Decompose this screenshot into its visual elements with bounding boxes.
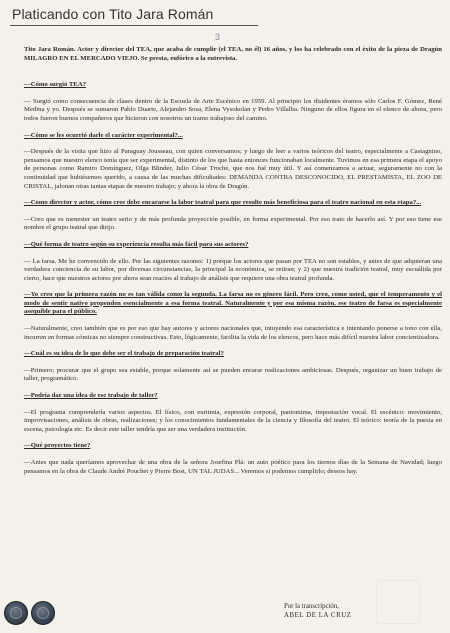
question-8: —Qué proyectos tiene? (24, 442, 91, 450)
archive-seal-icon (31, 601, 55, 625)
question-3: —Como director y actor, cómo cree debe encararse la labor teatral para que resulte más beneficiosa para el teatro nacional en esta etapa?... (24, 199, 422, 207)
title-underline (10, 25, 258, 26)
answer-3: —Creo que es menester un teatro serio y de más profunda proyección posible, en forma experimental. Por eso trato de hacerlo así. Y por eso tiene ese nombre el grupo teatral que dirijo. (24, 215, 442, 232)
answer-7: —El programa comprendería varios aspectos. El físico, con euritmia, expresión corporal, pantomima, impostación vocal. El escénico: movimiento, improvisaciones, análisis de obras, realizaciones; y los conocimientos fundamentales de la ciencia y filosofía del teatro. El teórico: teoría de la puesta en escena, psicología etc. Es decir este taller tendría que ser una verdadera institución. (24, 408, 442, 433)
faint-watermark (376, 580, 420, 624)
answer-5: —Naturalmente, creo también que es por eso que hay autores y actores nacionales que, intuyendo esa característica e intentando ponerse a tono con ella, incurren en formas cómicas no siempre constructivas. Esto, lógicamente, facilita la vida de los elencos, pero hace más difícil nuestra labor concientizadora. (24, 325, 442, 341)
answer-8: —Antes que nada queríamos aprovechar de una obra de la señora Josefina Plá: un auto poético para los tiernos días de la Semana de Navidad; luego pensamos en la obra de Claude André Pouchet y Pierre Bost, UN TAL JUDAS... Veremos si podemos cumplirlo; deseos hay. (24, 459, 442, 475)
question-2: —Cómo se les ocurrió darle el carácter experimental?... (24, 131, 183, 139)
question-5: —Yo creo que la primera razón no es tan válida como la segunda. La farsa no es género fácil. Pero creo, como usted, que el temperamento y el modo de sentir nativo propenden esencialmente a esa forma teatral. Naturalmente y por esa misma razón, ese teatro de farsa es especialmente asequible para el público. (24, 291, 442, 316)
answer-1: — Surgió como consecuencia de clases dentro de la Escuela de Arte Escénico en 1959. Al principio los disidentes éramos sólo Carlos F. Gómez, René Medina y yo. Después se sumaron Pablo Duarte, Alejandro Sosa, Elena Vysokolan y Pedro Villalba. Ninguno de ellos figura en el elenco de ahora, pero todos fueron buenos compañeros que hicieron con nosotros un tramo trabajoso del camino. (24, 97, 442, 122)
signature-block (284, 602, 351, 620)
question-7: —Podría dar una idea de ese trabajo de taller? (24, 392, 158, 400)
library-stamp-icon (4, 601, 28, 625)
answer-2: —Después de la visita que hizo al Paraguay Jousseau, con quien conversamos; y luego de leer a varios teóricos del teatro, especialmente a Castagnino, pensamos que nuestro elenco tenía que ser experimental, distinto de los que hasta entonces funcionaban localmente. Tuvimos en esa primera etapa el apoyo de personas como Ramiro Domínguez, Olga Blinder, Julio César Troche, que nos fué muy útil. Y así comenzamos a actuar, seguramente no con la continuidad que hubiésemos querido, a causa de las muchas dificultades: DEMANDA CONTRA DESCONOCIDO, EL PRESTAMISTA, EL ZOO DE CRISTAL, jalonan otras tantas etapas de nuestro trabajo; y ahora la obra de Dragún. (24, 148, 442, 190)
question-6: —Cuál es su idea de lo que debe ser el trabajo de preparación teatral? (24, 350, 224, 358)
page-title: Platicando con Tito Jara Román (12, 6, 214, 22)
interview-body (24, 46, 442, 484)
intro-paragraph: Tito Jara Román. Actor y director del TEA, que acaba de cumplir (el TEA, no él) 16 años, y los ha celebrado con el éxito de la pieza de Dragún MILAGRO EN EL MERCADO VIEJO. Se presta, eufórico a la entrevista. (24, 46, 442, 62)
question-4: —Qué forma de teatro según su experiencia resulta más fácil para sus actores? (24, 240, 249, 248)
signature-name: ABEL DE LA CRUZ (284, 612, 352, 619)
question-1: —Cómo surgió TEA? (24, 81, 86, 89)
answer-4: — La farsa. Me he convencido de ello. Por las siguientes razones: 1) porque los actores que pasan por TEA no son estables, y antes de que adquieran una verdadera conciencia de su labor, por diversas circunstancias, la principal la económica, se retiran; y 2) que nuestra tradición teatral, muy escuálida por cierto, hace que nuestros actores por ahora sean reacios al trabajo de análisis que requiere una obra teatral profunda. (24, 257, 442, 282)
signature-line-1: Por la transcripción, (284, 603, 339, 610)
answer-6: —Primero; procurar que el grupo sea estable, porque solamente así se pueden encarar realizaciones ambiciosas. Después, organizar un buen trabajo de taller, programático. (24, 366, 442, 383)
handwritten-page-mark: 3 (215, 32, 221, 42)
